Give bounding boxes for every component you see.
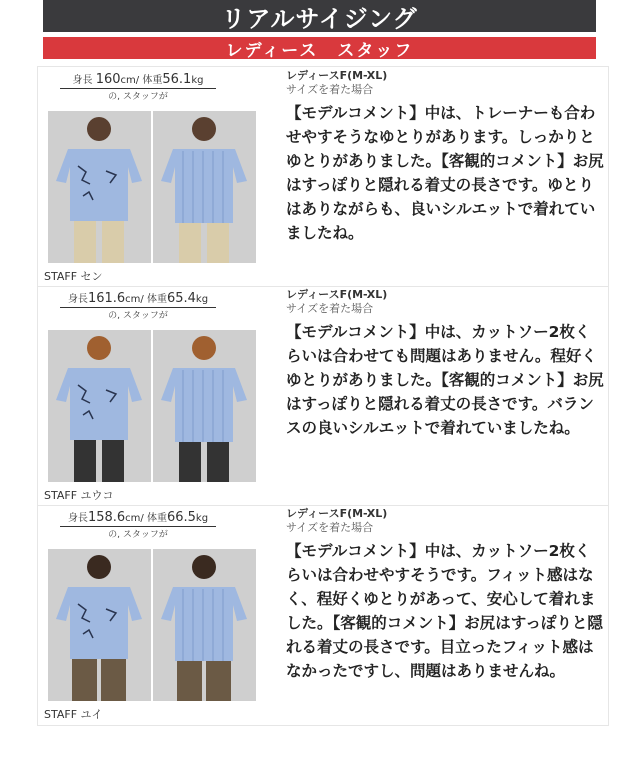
weight-unit: kg <box>191 75 204 86</box>
measurement-line: 身長161.6cm/ 体重65.4kg <box>60 290 216 308</box>
staff-comment-panel <box>286 507 604 683</box>
weight-unit: kg <box>195 294 209 305</box>
size-label: レディースF(M-XL) <box>286 288 388 301</box>
size-label: レディースF(M-XL) <box>286 69 388 82</box>
front-photo <box>48 549 151 701</box>
weight-label: 体重 <box>146 513 167 524</box>
back-photo <box>153 330 256 482</box>
weight-label: 体重 <box>142 75 163 86</box>
height-value: 161.6 <box>87 291 126 306</box>
staff-row <box>38 67 608 287</box>
size-note: サイズを着た場合 <box>286 302 374 315</box>
staff-photo-panel <box>38 286 270 505</box>
staff-comment: 【モデルコメント】中は、トレーナーも合わせやすそうなゆとりがあります。しっかりとゆとりがありました。【客観的コメント】お尻はすっぽりと隠れる着丈の長さです。ゆとりはありながらも、良いシルエットで着れていましたね。 <box>286 104 604 242</box>
size-note: サイズを着た場合 <box>286 521 374 534</box>
height-label: 身長 <box>72 75 93 86</box>
section-subtitle: レディース スタッフ <box>43 37 596 59</box>
staff-row <box>38 505 608 724</box>
weight-value: 56.1 <box>162 72 192 87</box>
back-photo <box>153 111 256 263</box>
height-unit: cm <box>125 513 141 524</box>
weight-unit: kg <box>195 513 209 524</box>
height-unit: cm <box>125 294 141 305</box>
front-photo <box>48 330 151 482</box>
staff-comment: 【モデルコメント】中は、カットソー2枚くらいは合わせやすそうです。フィット感はなく、程好くゆとりがあって、安心して着れました。【客観的コメント】お尻はすっぽりと隠れる着丈の長さです。目立ったフィット感はなかったですし、問題はありませんね。 <box>286 542 603 680</box>
staff-name: STAFF ユウコ <box>44 489 114 502</box>
weight-value: 65.4 <box>166 291 196 306</box>
size-label: レディースF(M-XL) <box>286 507 388 520</box>
staff-photo-panel <box>38 505 270 724</box>
page-title: リアルサイジング <box>43 0 596 32</box>
staff-comment-panel <box>286 69 604 245</box>
height-value: 160 <box>95 72 121 87</box>
staff-note: の, スタッフが <box>108 530 168 540</box>
back-photo <box>153 549 256 701</box>
size-note: サイズを着た場合 <box>286 83 374 96</box>
staff-comment-panel <box>286 288 604 440</box>
staff-row <box>38 286 608 506</box>
staff-list <box>37 66 609 726</box>
staff-comment: 【モデルコメント】中は、カットソー2枚くらいは合わせても問題はありません。程好くゆとりがありました。【客観的コメント】お尻はすっぽりと隠れる着丈の長さです。バランスの良いシルエットで着れていましたね。 <box>286 323 604 437</box>
height-value: 158.6 <box>87 510 126 525</box>
height-label: 身長 <box>67 294 88 305</box>
staff-note: の, スタッフが <box>108 92 168 102</box>
weight-value: 66.5 <box>166 510 196 525</box>
measurement-line: 身長158.6cm/ 体重66.5kg <box>60 509 216 527</box>
staff-photo-panel <box>38 67 270 286</box>
staff-name: STAFF セン <box>44 270 103 283</box>
measurement-line: 身長 160cm/ 体重56.1kg <box>60 71 216 89</box>
height-unit: cm <box>120 75 136 86</box>
height-label: 身長 <box>67 513 88 524</box>
staff-name: STAFF ユイ <box>44 708 103 721</box>
weight-label: 体重 <box>146 294 167 305</box>
front-photo <box>48 111 151 263</box>
staff-note: の, スタッフが <box>108 311 168 321</box>
